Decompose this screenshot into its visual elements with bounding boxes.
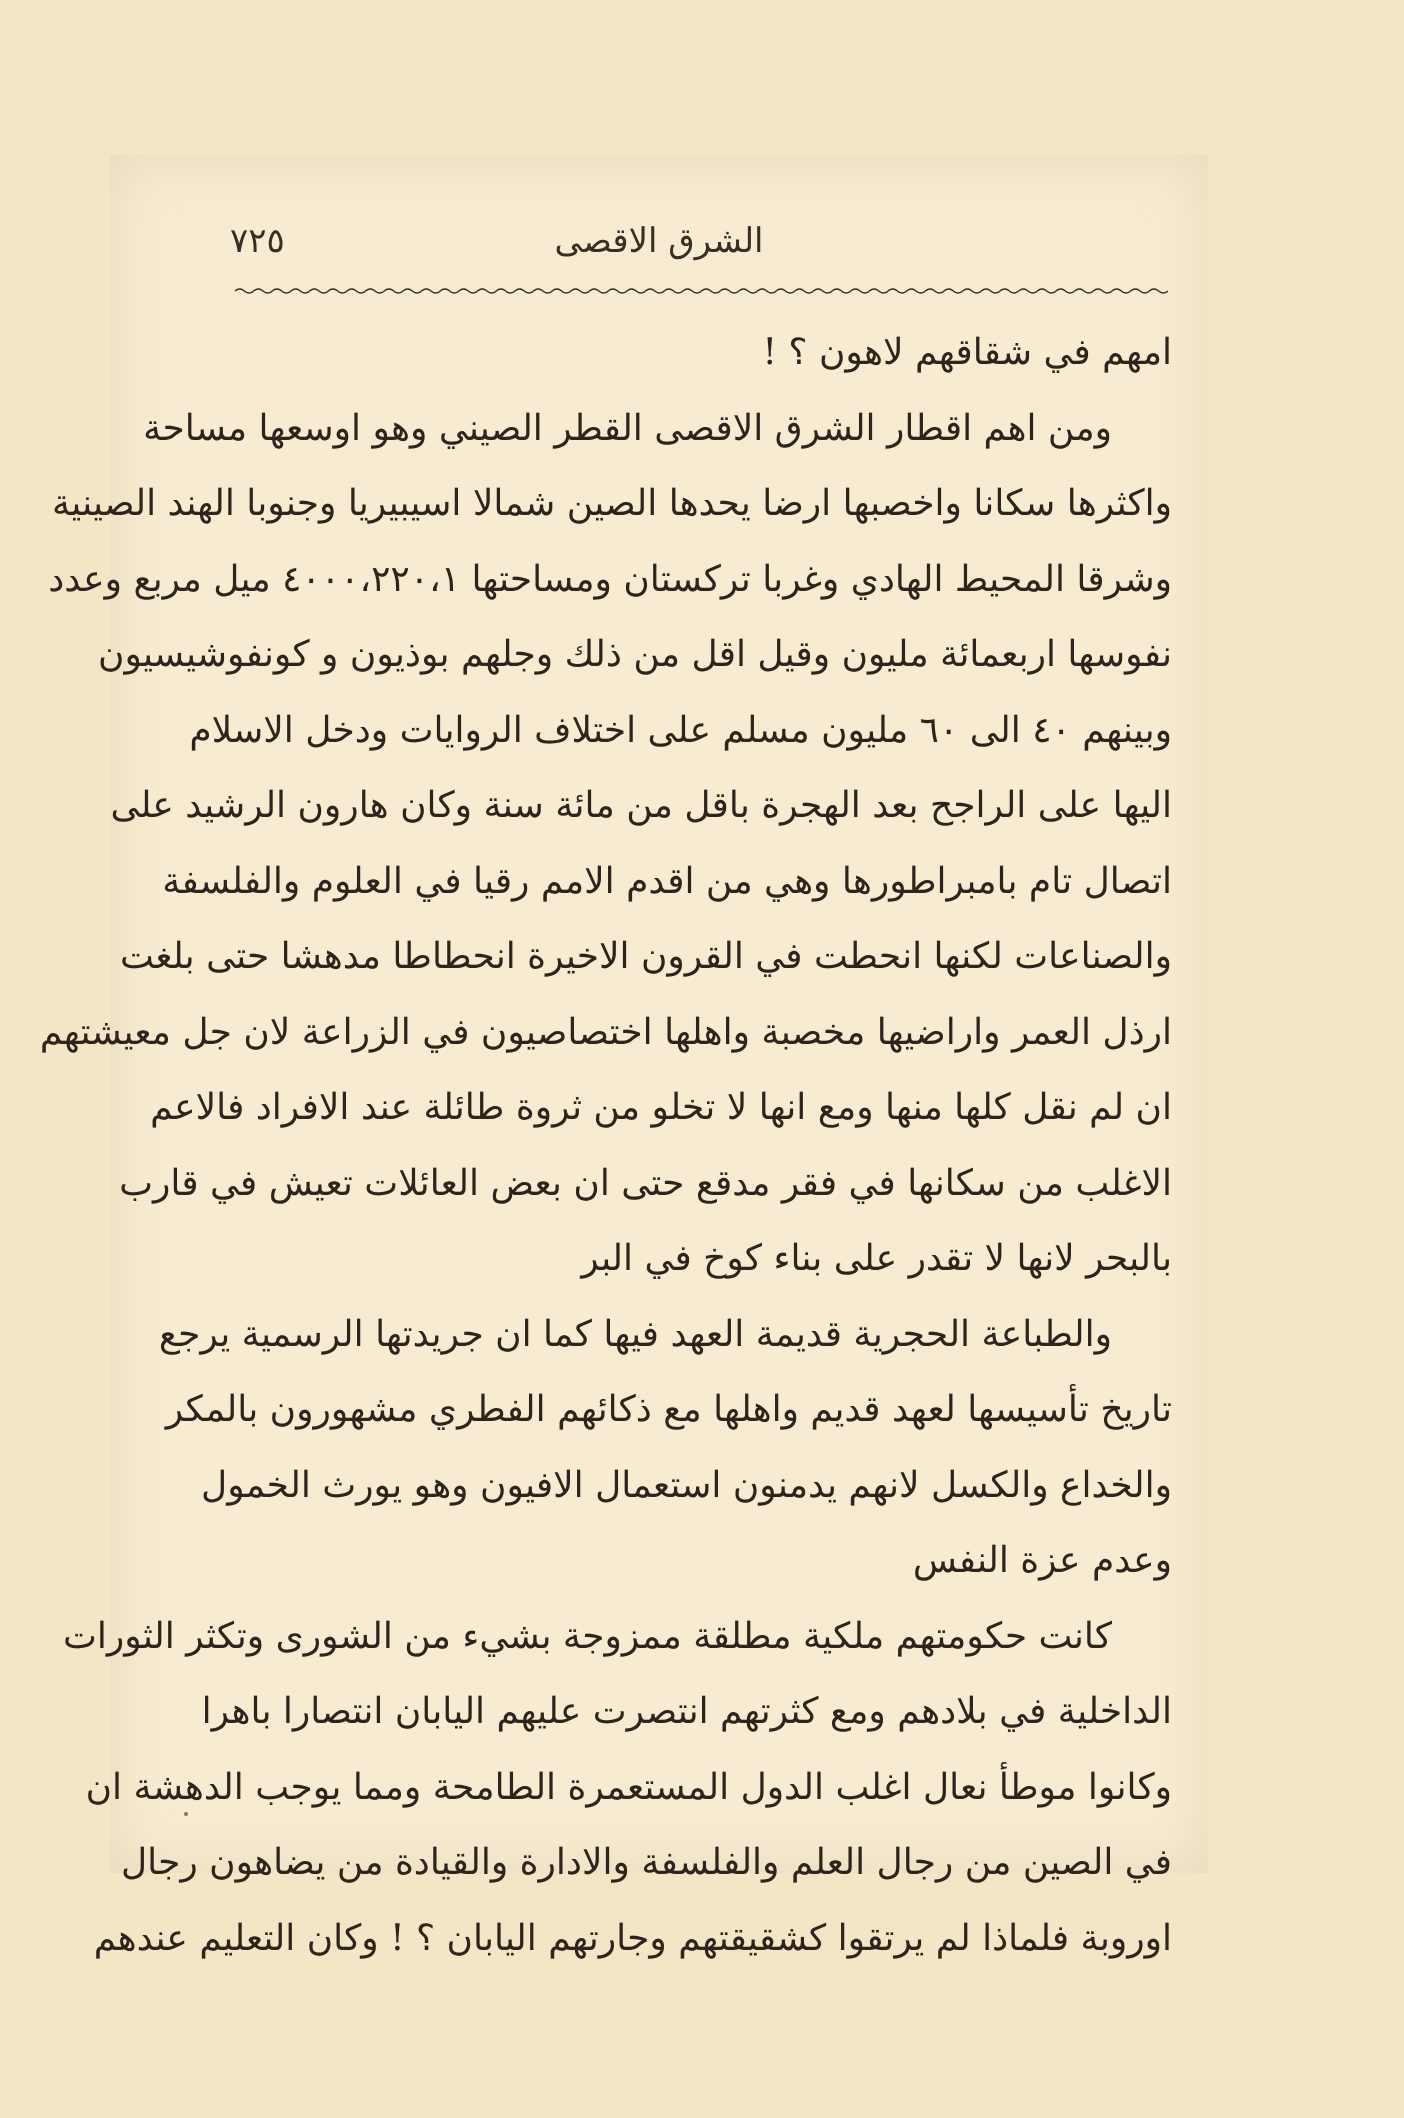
text-line: تاريخ تأسيسها لعهد قديم واهلها مع ذكائهم الفطري مشهورون بالمكر [165, 1389, 1172, 1430]
text-line: واكثرها سكانا واخصبها ارضا يحدها الصين شمالا اسيبيريا وجنوبا الهند الصينية [52, 483, 1172, 524]
text-line: وشرقا المحيط الهادي وغربا تركستان ومساحتها ٤٠٠٠،٢٢٠،١ ميل مربع وعدد [48, 558, 1172, 600]
header-wavy-rule [235, 287, 1168, 295]
text-line: وبينهم ٤٠ الى ٦٠ مليون مسلم على اختلاف الروايات ودخل الاسلام [189, 709, 1172, 751]
book-page [39, 155, 1208, 1959]
text-line: بالبحر لانها لا تقدر على بناء كوخ في البر [581, 1238, 1172, 1279]
text-line: ومن اهم اقطار الشرق الاقصى القطر الصيني وهو اوسعها مساحة [143, 407, 1112, 449]
text-line: اتصال تام بامبراطورها وهي من اقدم الامم رقيا في العلوم والفلسفة [162, 860, 1172, 902]
text-line: الداخلية في بلادهم ومع كثرتهم انتصرت عليهم اليابان انتصارا باهرا [201, 1691, 1172, 1732]
page-speck [184, 1812, 188, 1816]
text-line: ارذل العمر واراضيها مخصبة واهلها اختصاصيون في الزراعة لان جل معيشتهم [39, 1011, 1172, 1053]
running-title: الشرق الاقصى [554, 221, 764, 261]
text-line: كانت حكومتهم ملكية مطلقة ممزوجة بشيء من الشورى وتكثر الثورات [62, 1615, 1112, 1657]
text-line: نفوسها اربعمائة مليون وقيل اقل من ذلك وجلهم بوذيون و كونفوشيسيون [98, 634, 1172, 675]
text-line: وكانوا موطأ نعال اغلب الدول المستعمرة الطامحة ومما يوجب الدهشة ان [85, 1766, 1172, 1808]
text-line: والصناعات لكنها انحطت في القرون الاخيرة انحطاطا مدهشا حتى بلغت [119, 936, 1172, 977]
body-text [39, 315, 1172, 1976]
page-number: ٧٢٥ [230, 221, 285, 261]
text-line: امهم في شقاقهم لاهون ؟ ! [762, 332, 1172, 373]
text-line: اليها على الراجح بعد الهجرة باقل من مائة سنة وكان هارون الرشيد على [110, 785, 1172, 826]
text-line: ان لم نقل كلها منها ومع انها لا تخلو من ثروة طائلة عند الافراد فالاعم [150, 1087, 1172, 1128]
text-line: اوروبة فلماذا لم يرتقوا كشقيقتهم وجارتهم اليابان ؟ ! وكان التعليم عندهم [93, 1917, 1172, 1959]
page-header [110, 215, 1208, 275]
text-line: والطباعة الحجرية قديمة العهد فيها كما ان جريدتها الرسمية يرجع [158, 1313, 1112, 1355]
text-line: الاغلب من سكانها في فقر مدقع حتى ان بعض العائلات تعيش في قارب [119, 1162, 1172, 1204]
text-line: في الصين من رجال العلم والفلسفة والادارة والقيادة من يضاهون رجال [120, 1842, 1172, 1883]
text-line: والخداع والكسل لانهم يدمنون استعمال الافيون وهو يورث الخمول [201, 1464, 1172, 1506]
text-line: وعدم عزة النفس [912, 1540, 1172, 1581]
